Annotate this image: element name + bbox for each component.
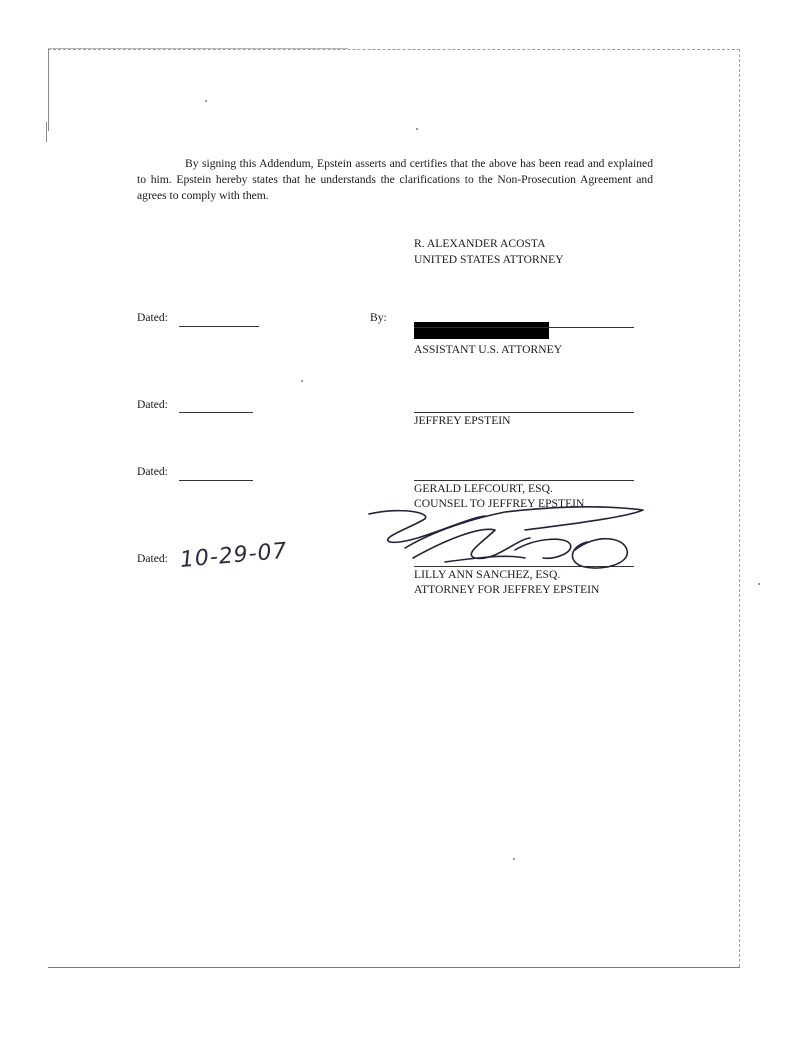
dated-label: Dated: (137, 552, 168, 565)
scan-speck (416, 128, 418, 130)
dated-label: Dated: (137, 311, 168, 324)
by-label: By: (370, 311, 387, 324)
signer-name: JEFFREY EPSTEIN (414, 414, 511, 427)
scan-edge-bottom (48, 967, 740, 968)
dated-label: Dated: (137, 465, 168, 478)
scan-edge-left (48, 49, 49, 131)
scan-edge-left-mark (46, 122, 47, 142)
signer-name: GERALD LEFCOURT, ESQ. (414, 482, 553, 495)
handwritten-date: 10-29-07 (178, 538, 289, 573)
scan-edge-right (739, 49, 740, 967)
office-title: UNITED STATES ATTORNEY (414, 253, 564, 266)
addendum-paragraph: By signing this Addendum, Epstein asserts and certifies that the above has been read and explained to him. Epstein hereby states that he understands the clarifications to the Non-Prosecution Agreement and agrees to comply with them. (137, 157, 653, 202)
dated-label: Dated: (137, 398, 168, 411)
scan-speck (758, 583, 760, 585)
scan-speck (205, 100, 207, 102)
scan-speck (301, 380, 303, 382)
redaction-box (414, 322, 549, 339)
handwritten-signature-icon (365, 500, 655, 580)
scan-speck (513, 858, 515, 860)
office-name: R. ALEXANDER ACOSTA (414, 237, 546, 250)
scan-edge-top (48, 49, 740, 50)
signature-line (414, 412, 634, 413)
date-line (179, 326, 259, 327)
date-line (179, 412, 253, 413)
signature-line (414, 480, 634, 481)
signature-line (414, 327, 634, 328)
signer-role: COUNSEL TO JEFFREY EPSTEIN (414, 497, 585, 510)
signer-role: ATTORNEY FOR JEFFREY EPSTEIN (414, 583, 600, 596)
date-line (179, 480, 253, 481)
signer-title: ASSISTANT U.S. ATTORNEY (414, 343, 563, 356)
signer-name: LILLY ANN SANCHEZ, ESQ. (414, 568, 561, 581)
